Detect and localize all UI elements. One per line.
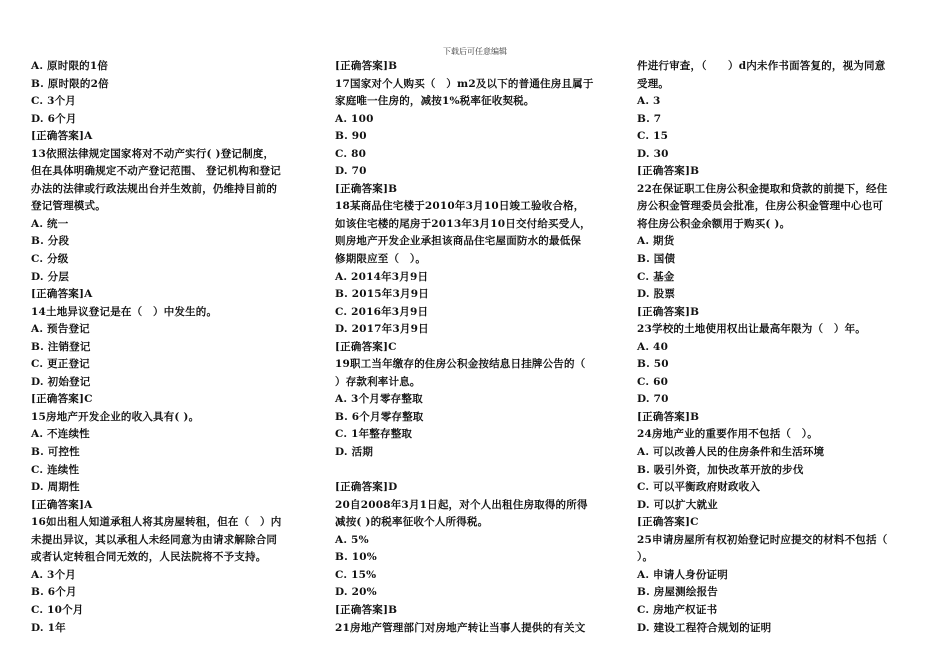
question-text: 25申请房屋所有权初始登记时应提交的材料不包括（ <box>637 533 888 546</box>
answer-option: D. 股票 <box>637 288 676 301</box>
answer-option: C. 可以平衡政府财政收入 <box>637 481 761 494</box>
answer-option: B. 吸引外资，加快改革开放的步伐 <box>637 463 804 476</box>
question-text: 15房地产开发企业的收入具有( )。 <box>31 410 200 423</box>
text-line: 受理。 <box>637 77 670 90</box>
answer-option: A. 40 <box>637 340 669 353</box>
answer-option: B. 分段 <box>31 235 70 248</box>
answer-key: [正确答案]B <box>637 165 700 178</box>
answer-option: D. 建设工程符合规划的证明 <box>637 621 772 634</box>
question-text: 21房地产管理部门对房地产转让当事人提供的有关文 <box>335 621 586 634</box>
answer-option: B. 国债 <box>637 253 676 266</box>
answer-key: [正确答案]D <box>335 481 398 494</box>
answer-option: A. 统一 <box>31 217 69 230</box>
answer-key: [正确答案]C <box>637 516 699 529</box>
text-line: 减按( )的税率征收个人所得税。 <box>335 516 489 529</box>
answer-option: B. 6个月零存整取 <box>335 410 424 423</box>
text-line: 则房地产开发企业承担该商品住宅屋面防水的最低保 <box>335 235 582 248</box>
column-right <box>637 58 922 637</box>
answer-option: A. 期货 <box>637 235 675 248</box>
text-line: 件进行审查，（ ）d内未作书面答复的，视为同意 <box>637 60 886 72</box>
answer-key: [正确答案]B <box>335 603 398 616</box>
text-line: 登记管理模式。 <box>31 200 106 213</box>
answer-option: C. 基金 <box>637 270 675 283</box>
answer-key: [正确答案]B <box>335 182 398 195</box>
answer-option: C. 60 <box>637 375 669 388</box>
answer-option: A. 可以改善人民的住房条件和生活环境 <box>637 446 825 459</box>
text-line: ）。 <box>637 551 654 564</box>
answer-option: A. 100 <box>335 112 374 125</box>
question-text: 16如出租人知道承租人将其房屋转租，但在（ ）内 <box>31 516 282 529</box>
answer-option: D. 活期 <box>335 446 374 459</box>
question-text: 14土地异议登记是在（ ）中发生的。 <box>31 305 218 318</box>
answer-option: A. 申请人身份证明 <box>637 568 728 581</box>
answer-option: B. 房屋测绘报告 <box>637 586 718 599</box>
answer-option: A. 2014年3月9日 <box>335 270 429 283</box>
text-line: 修期限应至（ ）。 <box>335 253 427 266</box>
answer-key: [正确答案]A <box>31 130 93 143</box>
question-text: 19职工当年缴存的住房公积金按结息日挂牌公告的（ <box>335 358 586 371</box>
blank-line <box>335 462 615 480</box>
answer-key: [正确答案]A <box>31 498 93 511</box>
answer-key: [正确答案]B <box>637 410 700 423</box>
answer-option: B. 50 <box>637 358 669 371</box>
text-line: 或者认定转租合同无效的，人民法院将不予支持。 <box>31 551 267 564</box>
text-line: 但在具体明确规定不动产登记范围、 登记机构和登记 <box>31 165 281 178</box>
answer-option: D. 6个月 <box>31 112 77 125</box>
answer-option: C. 15 <box>637 130 669 143</box>
answer-option: D. 2017年3月9日 <box>335 323 429 336</box>
question-text: 13依照法律规定国家将对不动产实行( )登记制度， <box>31 147 275 160</box>
question-text: 23学校的土地使用权出让最高年限为（ ）年。 <box>637 323 867 336</box>
answer-option: C. 更正登记 <box>31 358 90 371</box>
answer-option: C. 房地产权证书 <box>637 603 718 616</box>
answer-option: A. 3 <box>637 95 661 108</box>
answer-option: D. 20% <box>335 586 377 599</box>
answer-key: [正确答案]C <box>335 340 397 353</box>
question-text: 20自2008年3月1日起，对个人出租住房取得的所得 <box>335 498 588 511</box>
question-text: 24房地产业的重要作用不包括（ ）。 <box>637 428 818 441</box>
answer-option: C. 2016年3月9日 <box>335 305 429 318</box>
text-line: 房公积金管理委员会批准，住房公积金管理中心也可 <box>637 200 884 213</box>
answer-option: D. 1年 <box>31 621 66 634</box>
answer-key: [正确答案]B <box>335 60 398 72</box>
text-line: 家庭唯一住房的，减按1%税率征收契税。 <box>335 95 535 108</box>
answer-option: A. 3个月零存整取 <box>335 393 423 406</box>
answer-option: C. 10个月 <box>31 603 84 616</box>
answer-option: B. 原时限的2倍 <box>31 77 109 90</box>
text-line: ）存款利率计息。 <box>335 375 421 388</box>
answer-option: C. 1年整存整取 <box>335 428 413 441</box>
answer-option: A. 原时限的1倍 <box>31 60 109 72</box>
answer-option: D. 分层 <box>31 270 70 283</box>
answer-option: B. 可控性 <box>31 446 80 459</box>
answer-option: D. 周期性 <box>31 481 80 494</box>
answer-option: B. 90 <box>335 130 367 143</box>
answer-option: D. 70 <box>637 393 669 406</box>
answer-option: B. 2015年3月9日 <box>335 288 429 301</box>
answer-option: B. 7 <box>637 112 662 125</box>
answer-option: C. 分级 <box>31 253 69 266</box>
answer-option: B. 注销登记 <box>31 340 91 353</box>
column-left <box>31 58 309 637</box>
text-line: 如该住宅楼的尾房于2013年3月10日交付给买受人， <box>335 217 591 230</box>
answer-option: D. 70 <box>335 165 367 178</box>
text-line: 将住房公积金余额用于购买( )。 <box>637 217 791 230</box>
answer-key: [正确答案]A <box>31 288 93 301</box>
answer-key: [正确答案]B <box>637 305 700 318</box>
answer-option: A. 3个月 <box>31 568 76 581</box>
answer-option: A. 不连续性 <box>31 428 90 441</box>
answer-key: [正确答案]C <box>31 393 93 406</box>
question-text: 22在保证职工住房公积金提取和贷款的前提下，经住 <box>637 182 888 195</box>
answer-option: D. 可以扩大就业 <box>637 498 718 511</box>
answer-option: A. 5% <box>335 533 369 546</box>
column-middle <box>335 58 615 637</box>
page-header: 下载后可任意编辑 <box>443 47 507 56</box>
text-line: 未提出异议，其以承租人未经同意为由请求解除合同 <box>31 533 278 546</box>
answer-option: B. 10% <box>335 551 377 564</box>
answer-option: C. 15% <box>335 568 377 581</box>
answer-option: C. 3个月 <box>31 95 76 108</box>
answer-option: C. 连续性 <box>31 463 80 476</box>
question-text: 18某商品住宅楼于2010年3月10日竣工验收合格， <box>335 200 585 213</box>
answer-option: D. 初始登记 <box>31 375 91 388</box>
answer-option: D. 30 <box>637 147 669 160</box>
text-line: 办法的法律或行政法规出台并生效前，仍维持目前的 <box>31 182 278 195</box>
answer-option: B. 6个月 <box>31 586 77 599</box>
answer-option: A. 预告登记 <box>31 323 90 336</box>
question-text: 17国家对个人购买（ ）m2及以下的普通住房且属于 <box>335 77 594 90</box>
answer-option: C. 80 <box>335 147 367 160</box>
